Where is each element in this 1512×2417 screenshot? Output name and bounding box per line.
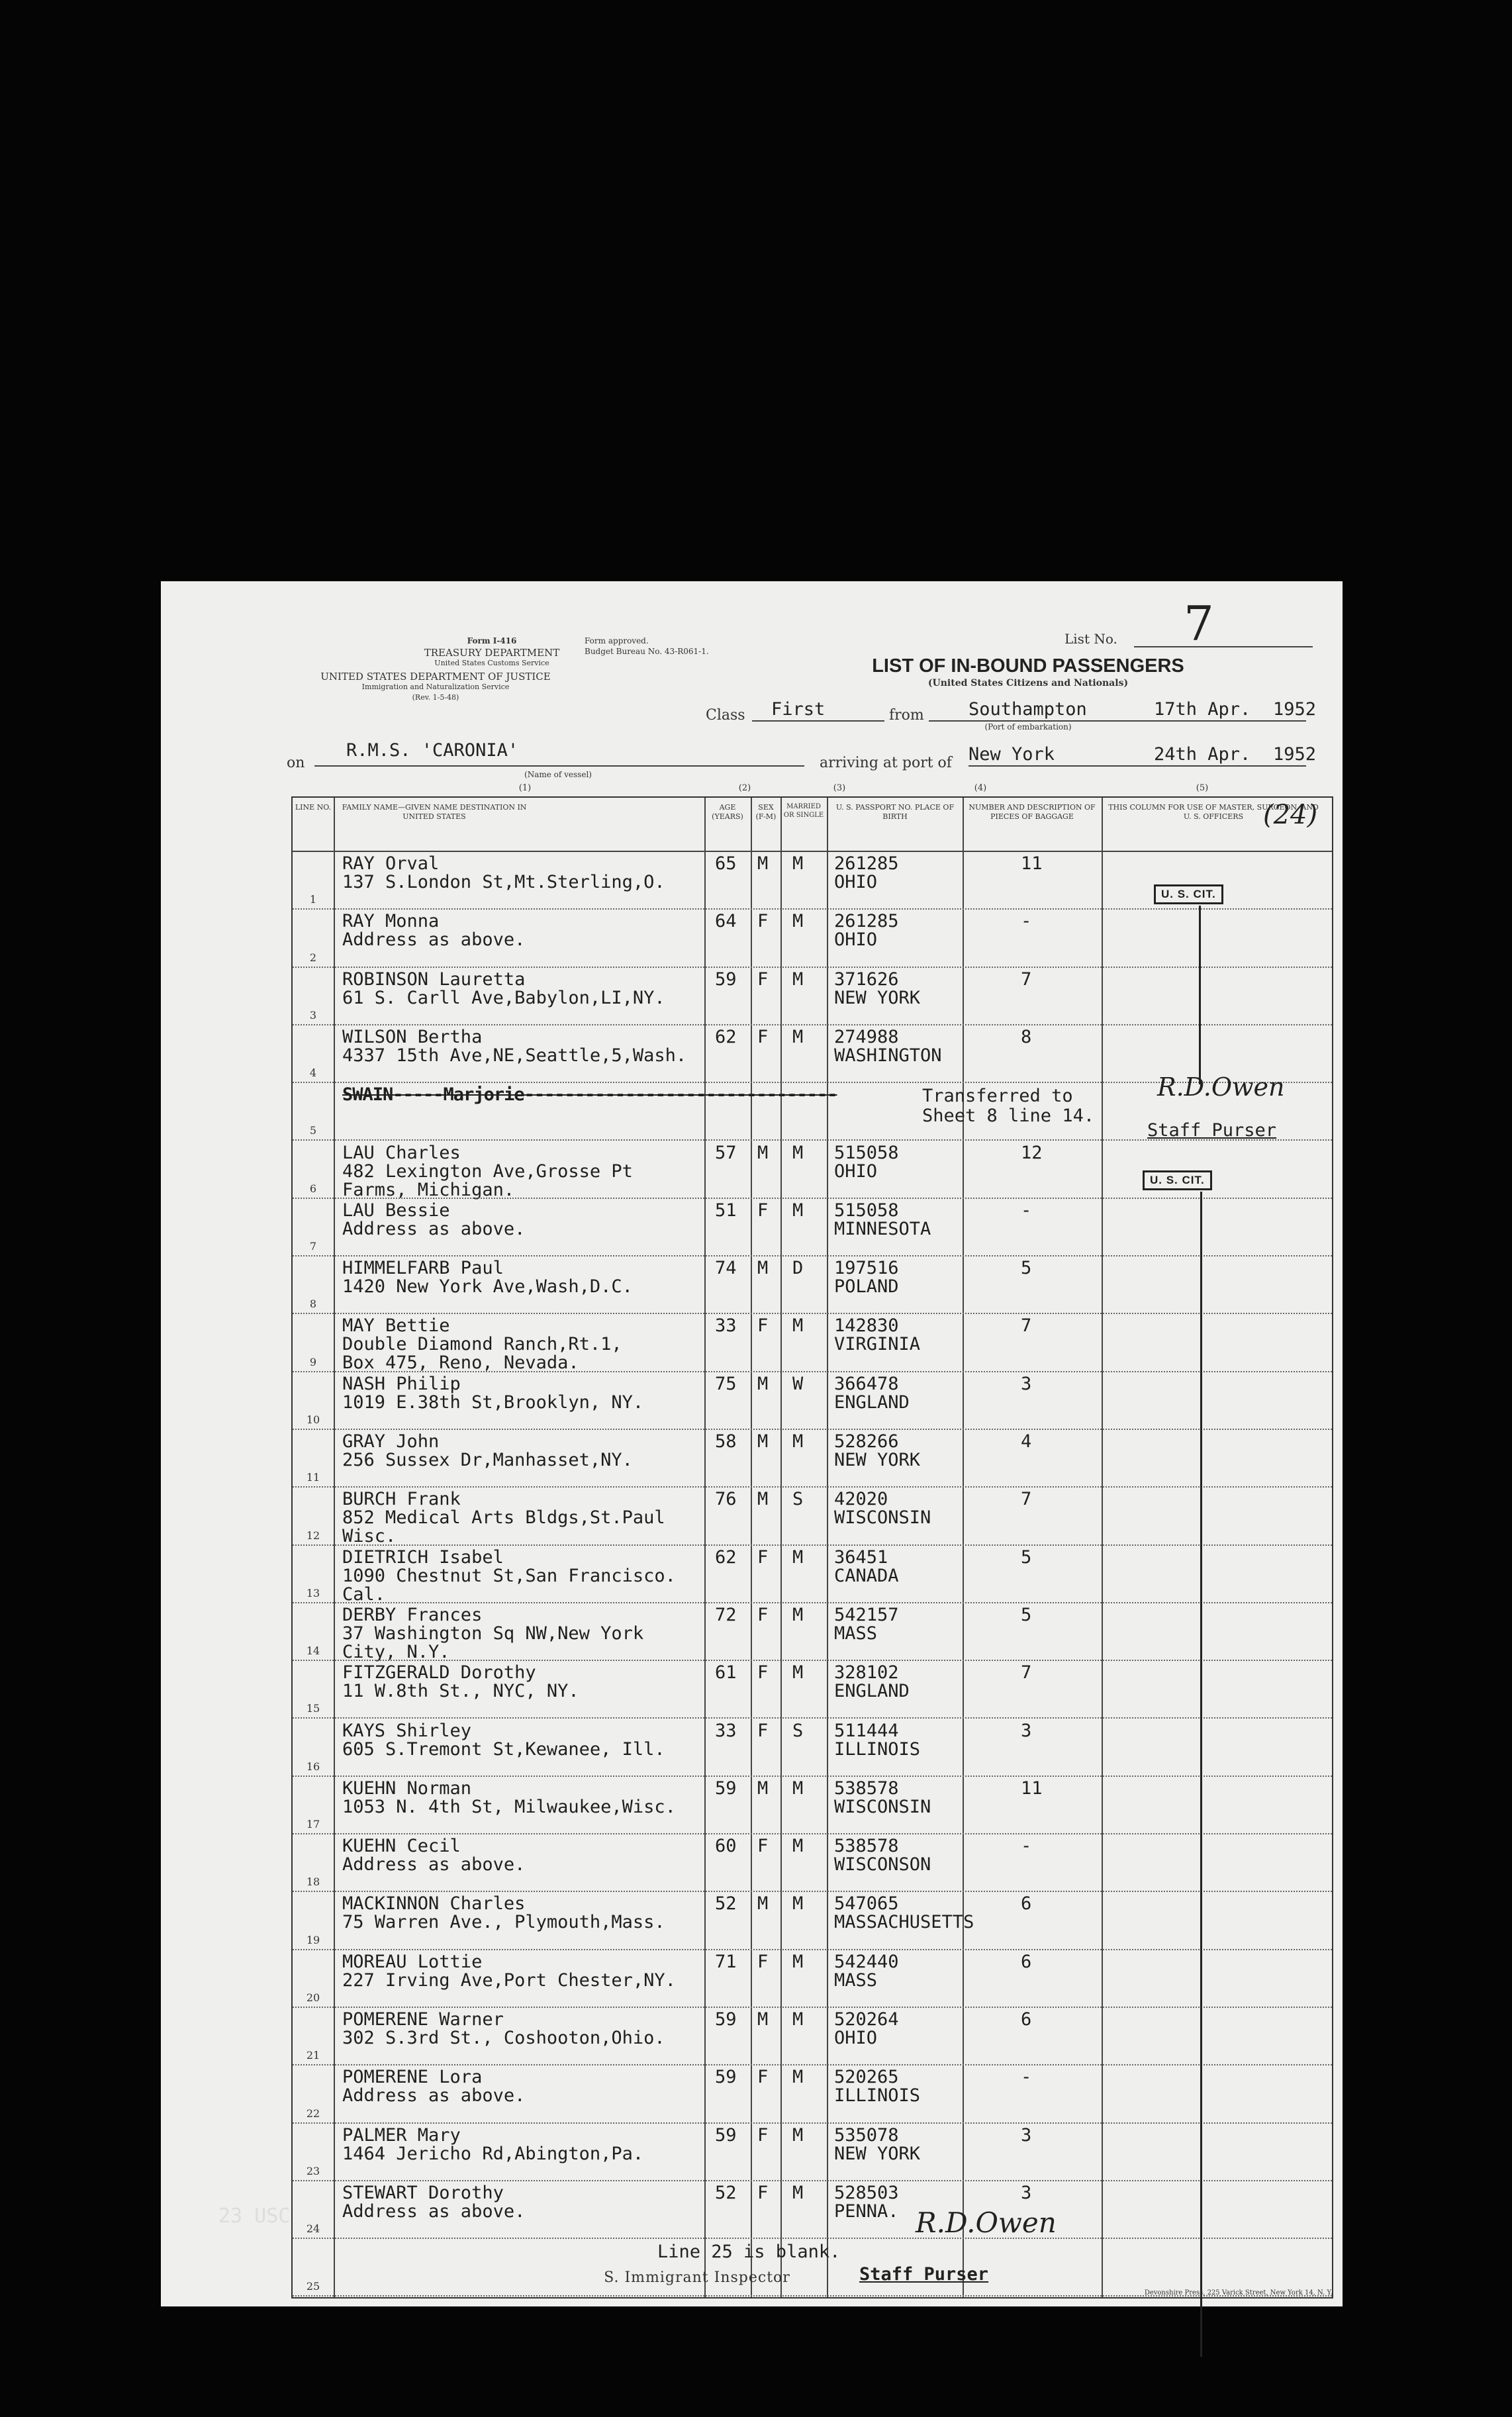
line-number: 3 (309, 1008, 317, 1021)
header-officers: THIS COLUMN FOR USE OF MASTER, SURGEON, AND U. S. OFFICERS (1108, 803, 1319, 821)
line-number: 1 (309, 893, 317, 906)
passenger-sex: F (757, 1315, 769, 1337)
passenger-address: 4337 15th Ave,NE,Seattle,5,Wash. (342, 1045, 687, 1066)
line-number: 19 (306, 1933, 320, 1946)
line-number: 11 (306, 1471, 320, 1484)
arrival-underline (969, 765, 1306, 767)
line-number: 2 (309, 951, 317, 964)
place-of-birth: NEW YORK (834, 2143, 921, 2164)
passenger-sex: F (757, 2067, 769, 2088)
line-number: 16 (306, 1760, 320, 1773)
passenger-age: 75 (715, 1373, 737, 1394)
passenger-address: 482 Lexington Ave,Grosse Pt (342, 1161, 633, 1182)
passenger-age: 76 (715, 1489, 737, 1510)
class-underline (752, 720, 884, 722)
passenger-age: 59 (715, 969, 737, 990)
passenger-name: POMERENE Lora (342, 2067, 483, 2088)
form-revision: (Rev. 1-5-48) (412, 693, 459, 702)
passenger-sex: F (757, 1662, 769, 1683)
place-of-birth: WISCONSIN (834, 1796, 931, 1817)
port-of-embarkation: Southampton (969, 699, 1087, 720)
line-number: 9 (309, 1355, 317, 1368)
baggage-count: 3 (1021, 2124, 1032, 2146)
passenger-name: PALMER Mary (342, 2124, 461, 2146)
header-baggage: NUMBER AND DESCRIPTION OF PIECES OF BAGGAGE (969, 803, 1096, 821)
place-of-birth: WASHINGTON (834, 1045, 942, 1066)
passenger-age: 61 (715, 1662, 737, 1683)
passenger-name: ROBINSON Lauretta (342, 969, 526, 990)
header-name: FAMILY NAME—GIVEN NAME DESTINATION IN UNITED STATES (342, 803, 527, 821)
passenger-age: 71 (715, 1951, 737, 1972)
passenger-age: 65 (715, 853, 737, 874)
passenger-sex: F (757, 969, 769, 990)
marital-status: S (792, 1720, 804, 1741)
passenger-name: MOREAU Lottie (342, 1951, 483, 1972)
marital-status: M (792, 2182, 804, 2203)
passenger-sex: M (757, 1777, 769, 1799)
place-of-birth: PENNA. (834, 2201, 899, 2222)
passenger-address: 37 Washington Sq NW,New York (342, 1623, 644, 1644)
table-row (293, 1372, 1332, 1430)
list-no-value: 7 (1184, 596, 1214, 651)
table-row (293, 910, 1332, 967)
footer-staff-purser: Staff Purser (859, 2264, 989, 2285)
line-number: 22 (306, 2107, 320, 2120)
passport-number: 515058 (834, 1200, 899, 1221)
passenger-address: Double Diamond Ranch,Rt.1, (342, 1334, 622, 1355)
baggage-count: 3 (1021, 1720, 1032, 1741)
passenger-name: POMERENE Warner (342, 2009, 504, 2030)
table-row (293, 1546, 1332, 1603)
passenger-age: 57 (715, 1142, 737, 1163)
us-citizen-stamp-2: U. S. CIT. (1143, 1170, 1212, 1190)
passport-number: 36451 (834, 1546, 888, 1568)
table-row (293, 1430, 1332, 1488)
passenger-sex: F (757, 1200, 769, 1221)
header-married: MARRIED OR SINGLE (783, 803, 824, 819)
passenger-age: 52 (715, 1893, 737, 1915)
place-of-birth: OHIO (834, 2028, 878, 2048)
passenger-name: BURCH Frank (342, 1489, 461, 1510)
table-row (293, 1314, 1332, 1372)
us-citizen-stamp: U. S. CIT. (1154, 884, 1223, 904)
place-of-birth: ILLINOIS (834, 2085, 921, 2107)
passport-number: 261285 (834, 853, 899, 874)
passenger-address: 256 Sussex Dr,Manhasset,NY. (342, 1450, 633, 1470)
passport-number: 520265 (834, 2067, 899, 2088)
marital-status: M (792, 969, 804, 990)
line-number: 7 (309, 1240, 317, 1253)
table-row (293, 2065, 1332, 2123)
total-count-note: (24) (1263, 800, 1318, 830)
marital-status: M (792, 853, 804, 874)
stamp-bracket-line-2 (1200, 1192, 1202, 2357)
baggage-count: 4 (1021, 1431, 1032, 1452)
vessel-caption: (Name of vessel) (524, 770, 592, 779)
passenger-age: 59 (715, 2009, 737, 2030)
passenger-sex: M (757, 1142, 769, 1163)
passenger-name: STEWART Dorothy (342, 2182, 504, 2203)
arrival-port: New York (969, 744, 1055, 765)
marital-status: M (792, 1431, 804, 1452)
col-index-2: (2) (738, 783, 751, 793)
passenger-address: 1053 N. 4th St, Milwaukee,Wisc. (342, 1796, 676, 1817)
line-number: 8 (309, 1298, 317, 1311)
line-number: 10 (306, 1413, 320, 1426)
line-number: 21 (306, 2049, 320, 2062)
immigration-service: Immigration and Naturalization Service (361, 683, 510, 691)
col-index-4: (4) (974, 783, 987, 793)
arrival-year: 1952 (1273, 744, 1317, 765)
baggage-count: 6 (1021, 1951, 1032, 1972)
passport-number: 328102 (834, 1662, 899, 1683)
departure-year: 1952 (1273, 699, 1317, 720)
passport-number: 542157 (834, 1604, 899, 1625)
passenger-table (291, 796, 1333, 2299)
passenger-address: 11 W.8th St., NYC, NY. (342, 1681, 579, 1702)
passport-number: 542440 (834, 1951, 899, 1972)
printer-credit: Devonshire Press, 225 Varick Street, New York 14, N. Y. (1144, 2289, 1333, 2297)
port-underline (929, 720, 1306, 722)
place-of-birth: MASSACHUSETTS (834, 1912, 974, 1933)
passenger-name: MAY Bettie (342, 1315, 450, 1337)
passenger-age: 74 (715, 1258, 737, 1279)
passenger-name: HIMMELFARB Paul (342, 1258, 504, 1279)
from-label: from (889, 707, 924, 724)
baggage-count: 6 (1021, 1893, 1032, 1915)
passenger-address: 1019 E.38th St,Brooklyn, NY. (342, 1392, 644, 1413)
table-row (293, 1719, 1332, 1777)
table-row (293, 1950, 1332, 2008)
passenger-name: DIETRICH Isabel (342, 1546, 504, 1568)
table-row (293, 1488, 1332, 1545)
passport-number: 142830 (834, 1315, 899, 1337)
passenger-name: NASH Philip (342, 1373, 461, 1394)
marital-status: W (792, 1373, 804, 1394)
place-of-birth: WISCONSON (834, 1854, 931, 1875)
baggage-count: 5 (1021, 1258, 1032, 1279)
footer-purser-signature: R.D.Owen (916, 2206, 1057, 2239)
marital-status: M (792, 1546, 804, 1568)
passenger-name: LAU Bessie (342, 1200, 450, 1221)
passenger-address-cont: Farms, Michigan. (342, 1179, 515, 1200)
vessel-name: R.M.S. 'CARONIA' (346, 740, 519, 761)
table-row (293, 2008, 1332, 2065)
baggage-count: 5 (1021, 1604, 1032, 1625)
passport-number: 528503 (834, 2182, 899, 2203)
table-row (293, 1199, 1332, 1256)
passenger-sex: F (757, 1026, 769, 1047)
passenger-name: RAY Orval (342, 853, 440, 874)
passport-number: 371626 (834, 969, 899, 990)
list-no-label: List No. (1064, 631, 1117, 647)
place-of-birth: VIRGINIA (834, 1334, 921, 1355)
passenger-address-cont: Box 475, Reno, Nevada. (342, 1352, 579, 1374)
passenger-age: 51 (715, 1200, 737, 1221)
passport-number: 535078 (834, 2124, 899, 2146)
marital-status: M (792, 1026, 804, 1047)
departure-date: 17th Apr. (1154, 699, 1251, 720)
line-number: 4 (309, 1066, 317, 1080)
table-row (293, 2181, 1332, 2239)
passport-number: 366478 (834, 1373, 899, 1394)
form-number: Form I-416 (467, 636, 517, 645)
line-number: 25 (306, 2280, 320, 2293)
passenger-sex: F (757, 1546, 769, 1568)
passenger-name: FITZGERALD Dorothy (342, 1662, 536, 1683)
marital-status: M (792, 2009, 804, 2030)
header-line-no: LINE NO. (295, 803, 332, 812)
baggage-count: 7 (1021, 1489, 1032, 1510)
form-approval: Form approved. (585, 636, 649, 645)
passenger-address: 227 Irving Ave,Port Chester,NY. (342, 1969, 676, 1991)
table-row (293, 1834, 1332, 1892)
baggage-count: 7 (1021, 1662, 1032, 1683)
line-number: 17 (306, 1818, 320, 1831)
place-of-birth: MASS (834, 1623, 878, 1644)
marital-status: M (792, 911, 804, 932)
place-of-birth: CANADA (834, 1565, 899, 1586)
page-title: LIST OF IN-BOUND PASSENGERS (872, 655, 1184, 677)
passenger-address-cont: Cal. (342, 1584, 386, 1605)
baggage-count: 8 (1021, 1026, 1032, 1047)
stamp-bracket-line (1199, 906, 1201, 1084)
marital-status: M (792, 1893, 804, 1915)
line25-blank-note: Line 25 is blank. (657, 2242, 841, 2262)
passenger-sex: M (757, 1431, 769, 1452)
place-of-birth: OHIO (834, 929, 878, 951)
passenger-age: 33 (715, 1720, 737, 1741)
place-of-birth: NEW YORK (834, 987, 921, 1008)
baggage-count: 6 (1021, 2009, 1032, 2030)
place-of-birth: MASS (834, 1969, 878, 1991)
vessel-underline (314, 765, 804, 767)
place-of-birth: POLAND (834, 1276, 899, 1298)
marital-status: M (792, 1662, 804, 1683)
marital-status: M (792, 1777, 804, 1799)
transfer-note-line1: Transferred to (922, 1086, 1073, 1106)
passport-number: 42020 (834, 1489, 888, 1510)
passenger-age: 64 (715, 911, 737, 932)
place-of-birth: ILLINOIS (834, 1738, 921, 1760)
header-age: AGE (YEARS) (712, 803, 743, 821)
passenger-age: 59 (715, 1777, 737, 1799)
line-number: 6 (309, 1182, 317, 1195)
marital-status: M (792, 1951, 804, 1972)
baggage-count: 3 (1021, 2182, 1032, 2203)
line-number: 12 (306, 1529, 320, 1542)
place-of-birth: ENGLAND (834, 1392, 910, 1413)
line-number: 23 (306, 2164, 320, 2177)
passenger-name: GRAY John (342, 1431, 440, 1452)
marital-status: M (792, 2067, 804, 2088)
header-passport: U. S. PASSPORT NO. PLACE OF BIRTH (835, 803, 955, 821)
place-of-birth: OHIO (834, 872, 878, 892)
passenger-sex: F (757, 1604, 769, 1625)
passenger-name: KUEHN Cecil (342, 1836, 461, 1857)
passenger-address: Address as above. (342, 2201, 526, 2222)
line-number: 24 (306, 2222, 320, 2236)
table-row (293, 1661, 1332, 1719)
passenger-age: 59 (715, 2124, 737, 2146)
transfer-note-line2: Sheet 8 line 14. (922, 1106, 1095, 1126)
passenger-name: WILSON Bertha (342, 1026, 483, 1047)
passenger-age: 62 (715, 1546, 737, 1568)
class-label: Class (706, 707, 745, 724)
justice-department: UNITED STATES DEPARTMENT OF JUSTICE (320, 671, 551, 683)
passenger-list-sheet (161, 581, 1343, 2306)
passenger-age: 72 (715, 1604, 737, 1625)
passenger-sex: F (757, 1951, 769, 1972)
passenger-address: Address as above. (342, 929, 526, 951)
passenger-address-cont: City, N.Y. (342, 1641, 450, 1662)
passenger-name: RAY Monna (342, 911, 440, 932)
table-row (293, 968, 1332, 1025)
table-row (293, 2124, 1332, 2181)
marital-status: M (792, 1315, 804, 1337)
marital-status: M (792, 2124, 804, 2146)
passport-number: 274988 (834, 1026, 899, 1047)
table-row (293, 1892, 1332, 1950)
line-number: 15 (306, 1702, 320, 1715)
place-of-birth: WISCONSIN (834, 1507, 931, 1529)
passenger-address: 1420 New York Ave,Wash,D.C. (342, 1276, 633, 1298)
table-row (293, 1603, 1332, 1661)
passenger-address: 1090 Chestnut St,San Francisco. (342, 1565, 676, 1586)
passenger-name: KUEHN Norman (342, 1777, 472, 1799)
arrival-date: 24th Apr. (1154, 744, 1251, 765)
header-sex: SEX (F-M) (755, 803, 777, 821)
purser-signature: R.D.Owen (1157, 1072, 1285, 1102)
staff-purser-label: Staff Purser (1147, 1120, 1277, 1141)
passenger-address: 61 S. Carll Ave,Babylon,LI,NY. (342, 987, 665, 1008)
col-index-5: (5) (1196, 783, 1209, 793)
immigrant-inspector-label: S. Immigrant Inspector (604, 2269, 790, 2286)
marital-status: M (792, 1200, 804, 1221)
table-row (293, 1256, 1332, 1314)
passenger-name: LAU Charles (342, 1142, 461, 1163)
baggage-count: 3 (1021, 1373, 1032, 1394)
passenger-address: Address as above. (342, 1218, 526, 1239)
passport-number: 520264 (834, 2009, 899, 2030)
passport-number: 197516 (834, 1258, 899, 1279)
passenger-sex: F (757, 2124, 769, 2146)
place-of-birth: ENGLAND (834, 1681, 910, 1702)
page-subtitle: (United States Citizens and Nationals) (927, 678, 1129, 688)
col-index-3: (3) (833, 783, 846, 793)
passenger-sex: M (757, 1373, 769, 1394)
line-number: 18 (306, 1875, 320, 1889)
customs-service: United States Customs Service (434, 659, 549, 667)
passenger-sex: F (757, 1836, 769, 1857)
marital-status: D (792, 1258, 804, 1279)
port-caption: (Port of embarkation) (984, 722, 1072, 732)
marital-status: S (792, 1489, 804, 1510)
passenger-age: 60 (715, 1836, 737, 1857)
passenger-sex: M (757, 2009, 769, 2030)
passenger-sex: F (757, 2182, 769, 2203)
passport-number: 538578 (834, 1836, 899, 1857)
col-index-1: (1) (518, 783, 532, 793)
class-value: First (771, 699, 826, 720)
passenger-address: 852 Medical Arts Bldgs,St.Paul (342, 1507, 665, 1529)
baggage-count: - (1021, 911, 1032, 932)
treasury-department: TREASURY DEPARTMENT (424, 647, 560, 659)
margin-note: 23 USC (218, 2204, 291, 2228)
list-no-underline (1134, 646, 1313, 647)
baggage-count: 5 (1021, 1546, 1032, 1568)
passenger-address: 302 S.3rd St., Coshooton,Ohio. (342, 2028, 665, 2048)
passenger-sex: M (757, 1258, 769, 1279)
baggage-count: - (1021, 2067, 1032, 2088)
passenger-sex: F (757, 911, 769, 932)
on-label: on (287, 755, 305, 771)
passport-number: 511444 (834, 1720, 899, 1741)
passenger-age: 58 (715, 1431, 737, 1452)
baggage-count: 12 (1021, 1142, 1043, 1163)
place-of-birth: MINNESOTA (834, 1218, 931, 1239)
table-row (293, 1777, 1332, 1834)
budget-bureau: Budget Bureau No. 43-R061-1. (585, 647, 709, 656)
passport-number: 547065 (834, 1893, 899, 1915)
passenger-name: KAYS Shirley (342, 1720, 472, 1741)
passport-number: 261285 (834, 911, 899, 932)
passenger-sex: M (757, 1489, 769, 1510)
passenger-age: 33 (715, 1315, 737, 1337)
place-of-birth: NEW YORK (834, 1450, 921, 1470)
passenger-name: SWAIN-----Marjorie------------------------------- (342, 1084, 837, 1106)
passport-number: 515058 (834, 1142, 899, 1163)
line-number: 5 (309, 1124, 317, 1137)
baggage-count: - (1021, 1200, 1032, 1221)
passenger-name: MACKINNON Charles (342, 1893, 526, 1915)
line-number: 14 (306, 1644, 320, 1658)
baggage-count: 11 (1021, 1777, 1043, 1799)
passenger-age: 59 (715, 2067, 737, 2088)
baggage-count: 11 (1021, 853, 1043, 874)
passenger-address: 1464 Jericho Rd,Abington,Pa. (342, 2143, 644, 2164)
baggage-count: - (1021, 1836, 1032, 1857)
baggage-count: 7 (1021, 969, 1032, 990)
passenger-sex: M (757, 853, 769, 874)
passenger-address: Address as above. (342, 1854, 526, 1875)
passenger-address: 605 S.Tremont St,Kewanee, Ill. (342, 1738, 665, 1760)
passenger-name: DERBY Frances (342, 1604, 483, 1625)
passenger-age: 52 (715, 2182, 737, 2203)
passenger-sex: F (757, 1720, 769, 1741)
passport-number: 538578 (834, 1777, 899, 1799)
marital-status: M (792, 1604, 804, 1625)
passenger-address: 137 S.London St,Mt.Sterling,O. (342, 872, 665, 892)
marital-status: M (792, 1836, 804, 1857)
line-number: 13 (306, 1586, 320, 1599)
passenger-address-cont: Wisc. (342, 1526, 397, 1547)
passenger-address: Address as above. (342, 2085, 526, 2107)
arriving-label: arriving at port of (820, 755, 952, 771)
baggage-count: 7 (1021, 1315, 1032, 1337)
marital-status: M (792, 1142, 804, 1163)
place-of-birth: OHIO (834, 1161, 878, 1182)
passenger-address: 75 Warren Ave., Plymouth,Mass. (342, 1912, 665, 1933)
line-number: 20 (306, 1991, 320, 2004)
passport-number: 528266 (834, 1431, 899, 1452)
passenger-sex: M (757, 1893, 769, 1915)
passenger-age: 62 (715, 1026, 737, 1047)
